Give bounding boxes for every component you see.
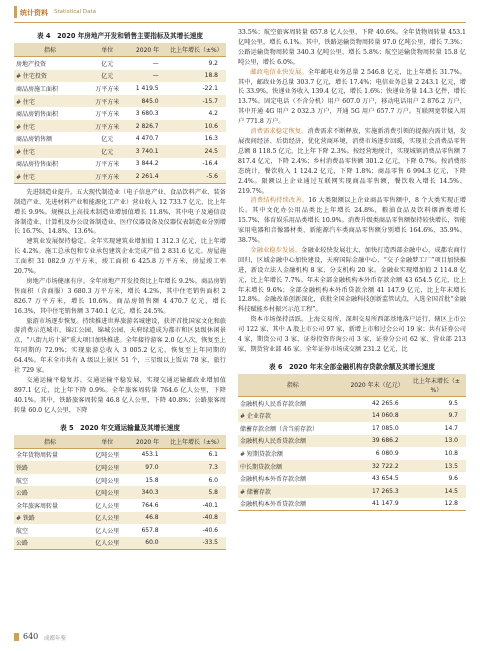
table-cell: 14.7 <box>444 424 458 432</box>
table-cell: — <box>128 70 166 83</box>
table5-title: 表 5 2020 年交通运输量及其增长速度 <box>60 423 180 432</box>
table-row <box>14 70 226 83</box>
table-cell: 万平方米 <box>86 95 128 108</box>
table-cell: 航空 <box>16 527 29 535</box>
table4 <box>14 43 226 184</box>
table-cell: 2 826.7 <box>128 120 166 133</box>
table-cell: -40.6 <box>202 526 218 534</box>
table-row <box>238 409 466 422</box>
table-cell: 9.6 <box>448 475 458 483</box>
table-cell: 657.8 <box>141 526 159 534</box>
table-cell: 亿元 <box>86 145 128 158</box>
table-cell: 9.2 <box>208 59 218 67</box>
table-cell: 15.8 <box>145 476 159 484</box>
table-cell: 14 060.8 <box>347 409 406 422</box>
table-cell: 中长期贷款余额 <box>238 460 347 473</box>
table-cell: 18.8 <box>167 70 226 83</box>
page-footer <box>14 632 466 644</box>
table-cell: -22.1 <box>202 84 218 92</box>
table-cell: 1 419.5 <box>135 84 159 92</box>
table-cell: 万平方米 <box>86 120 128 133</box>
table-cell: 亿元 <box>101 60 114 68</box>
table-header: 指标 <box>14 435 86 449</box>
table-row <box>238 498 466 511</box>
table-header: 指标 <box>238 374 347 397</box>
table-cell: 金融机构本外币存款余额 <box>240 476 307 484</box>
table-row <box>238 485 466 498</box>
page-header <box>14 6 466 23</box>
table-cell: 3 740.1 <box>128 145 166 158</box>
table-cell: # 住宅 <box>14 120 86 133</box>
table-cell: 亿人公里 <box>95 527 120 535</box>
table-cell: — <box>152 59 159 67</box>
table-cell: 商品房销售额 <box>16 136 53 144</box>
table-cell: 39 686.2 <box>347 435 406 448</box>
paragraph: 33.5%；航空旅客周转量 657.8 亿人公里，下降 40.6%。全年货物周转量 453.1 亿吨公里，增长 6.1%。其中，铁路运输货物周转量 97.0 亿吨公里，增长 7.3%；公路运输货物周转量 340.3 亿吨公里，增长 5.8%；航空运输货物周转量 15.8 亿吨公里，增长 6.0%。 <box>238 29 466 66</box>
page-number: 640 <box>23 632 39 641</box>
table-cell: # 住宅 <box>14 95 86 108</box>
table-cell: 万平方米 <box>95 161 120 169</box>
table-header: 2020 年 <box>128 43 166 57</box>
table-row <box>14 132 226 145</box>
paragraph: 邮政电信业快发展。全年邮电业务总量 2 546.8 亿元，比上年增长 31.7%。其中，邮政业务总量 303.7 亿元，增长 17.4%；电信业务总量 2 243.1 亿元，增长 33.9%。快递业务收入 139.4 亿元，增长 1.6%；快递业务量 14.3 亿件，增长 13.7%。固定电话（不含分机）用户 607.0 万户，移动电话用户 2 876.2 万户，其中开通 4G 用户 2 032.3 万户，开通 5G 用户 657.7 万户。互联网宽带接入用户 771.8 万户。 <box>238 68 466 126</box>
table-cell: 铁路 <box>14 461 86 474</box>
table-cell: 亿吨公里 <box>86 461 128 474</box>
table-row <box>14 448 226 461</box>
table-cell: 金融机构本外币贷款余额 <box>238 498 347 511</box>
table-cell: 4.2 <box>208 110 218 118</box>
table4-title: 表 4 2020 年房地产开发和销售主要指标及其增长速度 <box>37 32 203 40</box>
table-row <box>238 472 466 485</box>
table-cell: -5.6 <box>167 170 226 183</box>
table-cell: 9.5 <box>448 399 458 407</box>
table-cell: 16.3 <box>204 135 218 143</box>
table-row <box>14 170 226 183</box>
table6 <box>238 374 466 511</box>
table-cell: 2 261.4 <box>128 170 166 183</box>
table-cell: 340.3 <box>128 486 166 499</box>
table-row <box>14 107 226 120</box>
table-cell: 商品房待售面积 <box>16 161 59 169</box>
paragraph: 房地产市场健康有序。全年房地产开发投资比上年增长 9.2%。商品房销售面积（含商服）3 680.3 万平方米，增长 4.2%，其中住宅销售面积 2 826.7 万平方米，增长 10.6%。商品房销售额 4 470.7 亿元，增长 16.3%，其中住宅销售额 3 740.1 亿元，增长 24.5%。 <box>14 277 226 315</box>
table-row <box>14 57 226 70</box>
table-cell: 商品房销售面积 <box>16 111 59 119</box>
footer-mark <box>14 633 19 641</box>
table-cell: 14.5 <box>407 485 466 498</box>
table-cell: 全年货物周转量 <box>16 452 59 460</box>
table-row <box>238 435 466 448</box>
table-cell: 航空 <box>16 477 29 485</box>
table-cell: 6.0 <box>208 476 218 484</box>
table-cell: -40.8 <box>167 512 226 525</box>
table-cell: -33.5 <box>167 537 226 550</box>
paragraph: 金融业稳步发展。金融业较快发展壮大，加快打造西部金融中心，成都农商行回归，区域金融中心加快建设，天府国际金融中心、“交子金融梦工厂”项目加快推进，新设立法人金融机构 8 家、分支机构 20 家。金融业实现增加值 2 114.8 亿元，比上年增长 7.7%。年末全部金融机构本外币存款余额 43 654.5 亿元，比上年末增长 9.6%；全部金融机构本外币贷款余额 41 147.9 亿元，比上年末增长 12.8%。金融改革创新深化，获批全国金融科技创新监管试点，入选全国首批“金融科技赋能乡村振兴示范工程”。 <box>238 246 467 314</box>
table-cell: 6 080.9 <box>375 450 399 457</box>
table-cell: # 储蓄存款 <box>238 485 347 498</box>
table-cell: 10.6 <box>167 120 226 133</box>
left-column <box>14 28 226 550</box>
table-cell: 金融机构人民币存款余额 <box>240 400 307 408</box>
footer-subtitle: 成都年鉴 <box>44 636 67 642</box>
table-cell: # 住宅 <box>14 170 86 183</box>
table-cell: 5.8 <box>167 486 226 499</box>
table5-header-row <box>14 435 226 449</box>
table-row <box>238 422 466 435</box>
table-row <box>14 524 226 537</box>
table-cell: 全年旅客周转量 <box>16 502 59 510</box>
table-row <box>14 82 226 95</box>
table-cell: 97.0 <box>128 461 166 474</box>
table-cell: 万平方米 <box>95 111 120 119</box>
table-cell: 亿人公里 <box>86 537 128 550</box>
table-cell: 储蓄存款余额（含当前存款） <box>240 425 319 433</box>
table-cell: 亿吨公里 <box>86 486 128 499</box>
section-lead: 消费需求稳定恢复。 <box>250 128 308 136</box>
table-row <box>14 461 226 474</box>
table-row <box>238 460 466 473</box>
table-cell: 13.0 <box>407 435 466 448</box>
table-header: 比上年末增长（±%） <box>407 374 466 397</box>
table-header: 比上年增长（±%） <box>167 435 226 449</box>
table-row <box>14 158 226 171</box>
table-cell: 亿吨公里 <box>95 452 120 460</box>
table-cell: 3 844.2 <box>135 160 159 168</box>
table-cell: 9.7 <box>407 409 466 422</box>
table-cell: 41 147.9 <box>347 498 406 511</box>
table-cell: 亿元 <box>101 136 114 144</box>
table-row <box>14 474 226 487</box>
table-cell: -16.4 <box>202 160 218 168</box>
table-cell: 42 265.6 <box>371 399 399 407</box>
right-column <box>238 28 466 511</box>
table-cell: 6.1 <box>208 451 218 459</box>
table-cell: 764.6 <box>141 501 159 509</box>
table-cell: 万平方米 <box>86 170 128 183</box>
table-row <box>14 512 226 525</box>
table-cell: 32 722.2 <box>347 460 406 473</box>
table-row <box>14 486 226 499</box>
table-header: 2020 年 <box>128 435 166 449</box>
table-cell: # 住宅 <box>14 145 86 158</box>
table-header: 指标 <box>14 43 86 57</box>
paragraph: 建筑业发展保持稳定。全年实现建筑业增加值 1 312.3 亿元，比上年增长 4.2%。施工总承包和专业承包建筑企业完成产值 2 831.6 亿元。房屋施工面积 31 082.9 万平方米，竣工面积 6 425.8 万平方米，房屋竣工率 20.7%。 <box>14 238 226 276</box>
table-cell: 亿人公里 <box>86 512 128 525</box>
table-cell: 43 654.5 <box>371 475 399 483</box>
table-header: 比上年增长（±%） <box>167 43 226 57</box>
table-cell: 24.5 <box>167 145 226 158</box>
table-row <box>14 120 226 133</box>
paragraph: 先进制造业提升。五大现代制造业（电子信息产业、食品饮料产业、装备制造产业、先进材料产业和能源化工产业）营业收入 12 733.7 亿元，比上年增长 9.9%。规模以上高技术制造业增加值增长 11.8%，其中电子及通信设备制造业、计算机及办公设备制造业、医疗仪器设备及仪器仪表制造业分别增长 16.7%、14.8%、13.6%。 <box>14 188 226 236</box>
table-row <box>14 95 226 108</box>
header-bar <box>14 6 17 18</box>
table-cell: 60.0 <box>128 537 166 550</box>
table-cell: 845.0 <box>128 95 166 108</box>
table-cell: 公路 <box>14 537 86 550</box>
table-cell: 房地产投资 <box>16 60 47 68</box>
table6-header-row <box>238 374 466 397</box>
table-cell: 10.8 <box>444 450 458 457</box>
table-cell: 12.8 <box>407 498 466 511</box>
section-lead: 消费结构持续改善。 <box>250 197 309 205</box>
table-header: 2020 年末（亿元） <box>347 374 406 397</box>
table-cell: 17 085.0 <box>371 424 399 432</box>
table-row <box>238 396 466 409</box>
table-cell: 46.8 <box>128 512 166 525</box>
table-row <box>238 447 466 460</box>
table-header: 单位 <box>86 43 128 57</box>
paragraph: 消费需求稳定恢复。消费需求不断释放，实施新消费引领的提振内需计划，发展夜间经济、后街经济，优化营商环境，消费市场逐步回暖，实现社会消费品零售总额 8 118.5 亿元，比上年下降 2.3%。按经营地统计，实现城镇消费品零售额 7 817.4 亿元，下降 2.4%；乡村消费品零售额 301.2 亿元，下降 0.7%。按消费形态统计，餐饮收入 1 124.2 亿元，下降 1.8%；商品零售 6 994.3 亿元，下降 2.4%。限额以上企业通过互联网实现商品零售额，餐饮收入增长 14.5%、219.7%。 <box>238 128 467 195</box>
table-cell: 亿元 <box>86 70 128 83</box>
table5-body <box>14 448 226 550</box>
table-cell: 4 470.7 <box>135 135 159 143</box>
table-cell: 7.3 <box>167 461 226 474</box>
table-cell: 17 265.3 <box>347 485 406 498</box>
table-cell: 公路 <box>14 486 86 499</box>
table-cell: 商品房施工面积 <box>16 85 59 93</box>
table-cell: -15.7 <box>167 95 226 108</box>
paragraph: 消费结构持续改善。16 大类限额以上企业商品零售额中，8 个大类实现正增长。其中文化办公用品类比上年增长 24.8%，粮油食品及饮料烟酒类增长 15.7%，体育娱乐用品类增长 10.9%。消费升级类商品零售额保持较快增长，智能家用电器和音像器材类、新能源汽车类商品零售额分别增长 164.6%、35.9%、38.7%。 <box>238 197 466 245</box>
header-tag: 统计资料 <box>20 9 48 17</box>
paragraph: 资本市场保持活跃。上海交易所、深圳交易所西部基地落户运行，辖区上市公司 122 家，其中 A 股上市公司 97 家，新增上市和过会公司 19 家；共有证券公司 4 家，期货公司 3 家，证券投资咨询公司 3 家，证券分公司 62 家、营业部 213 家，期货营业部 46 家。全年证券市场成交额 231.2 亿元，比 <box>238 316 466 353</box>
table-cell: 金融机构人民币贷款余额 <box>238 435 347 448</box>
table-cell: # 铁路 <box>14 512 86 525</box>
table-cell: -40.1 <box>202 501 218 509</box>
table-cell: # 企业存款 <box>238 409 347 422</box>
table-cell: 453.1 <box>141 451 159 459</box>
table-cell: 万平方米 <box>95 85 120 93</box>
table-cell: 亿人公里 <box>95 502 120 510</box>
table-cell: 13.5 <box>407 460 466 473</box>
section-lead: 金融业稳步发展。 <box>250 246 302 254</box>
table-cell: # 住宅投资 <box>14 70 86 83</box>
table-cell: 3 680.3 <box>135 110 159 118</box>
table4-header-row <box>14 43 226 57</box>
table-header: 单位 <box>86 435 128 449</box>
table-row <box>14 145 226 158</box>
table4-body <box>14 57 226 184</box>
table5 <box>14 435 226 551</box>
table-cell: # 短期贷款余额 <box>240 451 283 458</box>
table6-title: 表 6 2020 年末全部金融机构存贷款余额及其增长速度 <box>269 362 435 371</box>
table-cell: 亿吨公里 <box>95 477 120 485</box>
table-row <box>14 499 226 512</box>
paragraph: 旅游市场逐步恢复。持续推进世界旅游名城建设，获评首批国家文化和旅游消费示范城市，锦江公园、锦城公园、天府绿道成为都市和区县级休闲景点，“八街九坊十景”重大项目加快推进。全年接待游客 2.0 亿人次，恢复至上年同期的 72.9%；实现旅游总收入 3 005.2 亿元，恢复至上年同期的 64.4%。年末全市共有 A 级以上景区 51 个，三星级以上饭店 78 家，旅行社 729 家。 <box>14 317 226 375</box>
section-lead: 邮政电信业快发展。 <box>250 68 308 76</box>
table-row <box>14 537 226 550</box>
header-subtitle: Statistical Data <box>54 9 97 15</box>
paragraph: 交通运输平稳复苏。交通运输平稳发展，实现交通运输邮政业增加值 897.1 亿元，比上年下降 0.9%。全年旅客周转量 764.6 亿人公里，下降 40.1%。其中，铁路旅客周转量 46.8 亿人公里，下降 40.8%；公路旅客周转量 60.0 亿人公里，下降 <box>14 377 226 414</box>
table6-body <box>238 396 466 510</box>
